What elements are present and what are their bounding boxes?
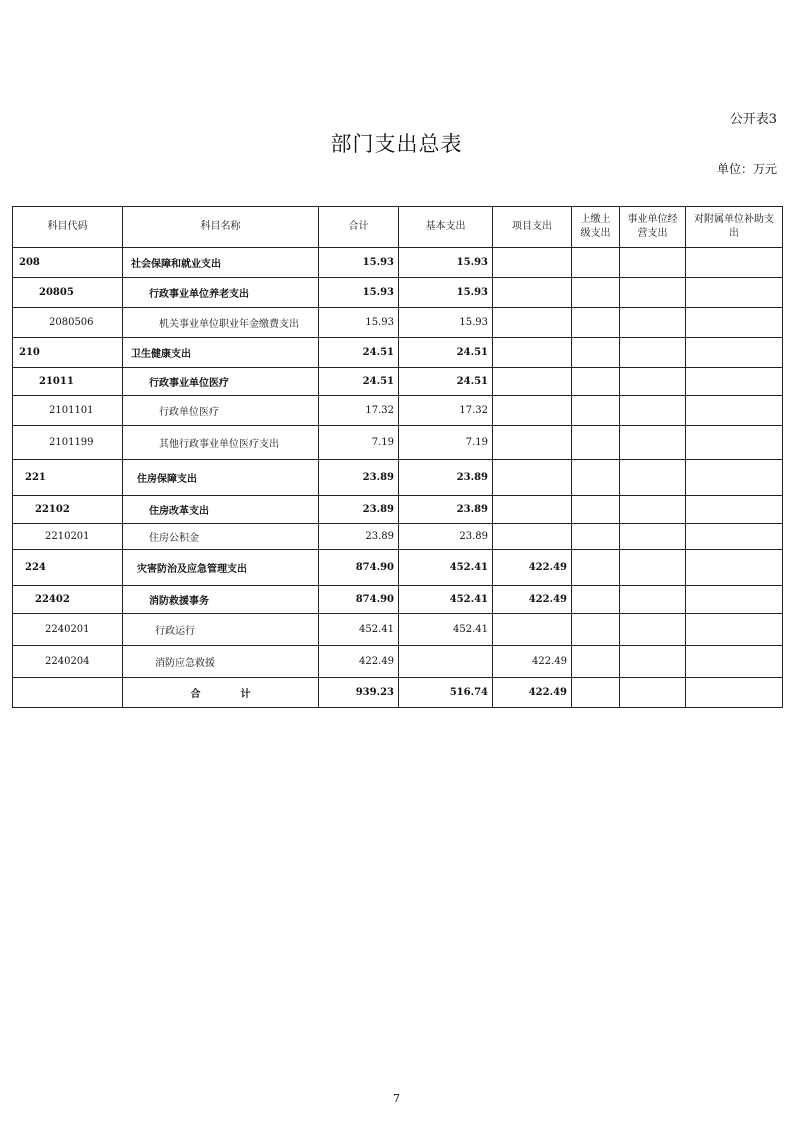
table-row: [13, 646, 783, 678]
row-total: 15.93: [319, 278, 399, 308]
row-project: [493, 248, 572, 278]
header-name: 科目名称: [123, 207, 319, 248]
row-turnover: [572, 460, 620, 496]
row-name: 卫生健康支出: [123, 338, 319, 368]
table-row: [13, 426, 783, 460]
row-total: 23.89: [319, 460, 399, 496]
row-name: 消防应急救援: [123, 646, 319, 678]
row-project: [493, 308, 572, 338]
row-subsidy: [686, 308, 783, 338]
row-subsidy: [686, 248, 783, 278]
row-name: 灾害防治及应急管理支出: [123, 550, 319, 586]
table-row: [13, 614, 783, 646]
total-code-empty: [13, 678, 123, 708]
table-row: [13, 460, 783, 496]
row-subsidy: [686, 614, 783, 646]
row-total: 24.51: [319, 368, 399, 396]
table-row: [13, 396, 783, 426]
header-subsidy: 对附属单位补助支出: [686, 207, 783, 248]
header-project: 项目支出: [493, 207, 572, 248]
row-subsidy: [686, 278, 783, 308]
header-code: 科目代码: [13, 207, 123, 248]
row-project: [493, 524, 572, 550]
row-code: 2240204: [13, 646, 123, 678]
row-project: [493, 460, 572, 496]
row-subsidy: [686, 586, 783, 614]
row-code: 224: [13, 550, 123, 586]
total-label: 合 计: [123, 678, 319, 708]
row-basic: 452.41: [399, 586, 493, 614]
total-subsidy: [686, 678, 783, 708]
row-business: [620, 460, 686, 496]
row-total: 23.89: [319, 496, 399, 524]
row-total: 24.51: [319, 338, 399, 368]
row-business: [620, 308, 686, 338]
table-row: [13, 368, 783, 396]
row-turnover: [572, 308, 620, 338]
row-subsidy: [686, 368, 783, 396]
row-name: 消防救援事务: [123, 586, 319, 614]
row-subsidy: [686, 426, 783, 460]
row-business: [620, 586, 686, 614]
expenditure-table: [12, 206, 783, 708]
row-basic: 24.51: [399, 338, 493, 368]
row-basic: [399, 646, 493, 678]
row-name: 行政运行: [123, 614, 319, 646]
row-turnover: [572, 524, 620, 550]
row-basic: 452.41: [399, 550, 493, 586]
row-basic: 24.51: [399, 368, 493, 396]
row-project: [493, 496, 572, 524]
row-turnover: [572, 550, 620, 586]
row-basic: 23.89: [399, 460, 493, 496]
page-number: 7: [393, 1092, 400, 1105]
row-subsidy: [686, 460, 783, 496]
row-business: [620, 614, 686, 646]
row-subsidy: [686, 496, 783, 524]
row-business: [620, 496, 686, 524]
total-row: [13, 678, 783, 708]
row-subsidy: [686, 524, 783, 550]
row-subsidy: [686, 396, 783, 426]
row-code: 21011: [13, 368, 123, 396]
row-total: 452.41: [319, 614, 399, 646]
row-code: 22102: [13, 496, 123, 524]
row-code: 2101199: [13, 426, 123, 460]
row-total: 874.90: [319, 550, 399, 586]
row-basic: 15.93: [399, 308, 493, 338]
total-basic: 516.74: [399, 678, 493, 708]
row-total: 7.19: [319, 426, 399, 460]
row-business: [620, 550, 686, 586]
row-project: 422.49: [493, 586, 572, 614]
row-subsidy: [686, 338, 783, 368]
row-code: 221: [13, 460, 123, 496]
row-business: [620, 396, 686, 426]
row-basic: 7.19: [399, 426, 493, 460]
row-turnover: [572, 496, 620, 524]
row-name: 行政事业单位医疗: [123, 368, 319, 396]
row-code: 2101101: [13, 396, 123, 426]
row-name: 机关事业单位职业年金缴费支出: [123, 308, 319, 338]
unit-label: 单位：万元: [716, 162, 777, 176]
row-total: 15.93: [319, 248, 399, 278]
row-turnover: [572, 368, 620, 396]
table-row: [13, 338, 783, 368]
row-name: 社会保障和就业支出: [123, 248, 319, 278]
header-basic: 基本支出: [399, 207, 493, 248]
row-code: 2080506: [13, 308, 123, 338]
total-total: 939.23: [319, 678, 399, 708]
row-total: 23.89: [319, 524, 399, 550]
table-header-row: [13, 207, 783, 248]
row-project: [493, 396, 572, 426]
row-code: 20805: [13, 278, 123, 308]
row-code: 2210201: [13, 524, 123, 550]
row-turnover: [572, 614, 620, 646]
row-turnover: [572, 426, 620, 460]
row-project: 422.49: [493, 550, 572, 586]
row-subsidy: [686, 646, 783, 678]
table-row: [13, 550, 783, 586]
row-total: 17.32: [319, 396, 399, 426]
table-row: [13, 278, 783, 308]
table-row: [13, 586, 783, 614]
row-turnover: [572, 586, 620, 614]
row-name: 行政事业单位养老支出: [123, 278, 319, 308]
total-turnover: [572, 678, 620, 708]
row-business: [620, 524, 686, 550]
total-project: 422.49: [493, 678, 572, 708]
total-business: [620, 678, 686, 708]
row-basic: 15.93: [399, 248, 493, 278]
row-name: 行政单位医疗: [123, 396, 319, 426]
row-subsidy: [686, 550, 783, 586]
row-total: 422.49: [319, 646, 399, 678]
row-project: [493, 614, 572, 646]
row-name: 住房改革支出: [123, 496, 319, 524]
row-name: 住房公积金: [123, 524, 319, 550]
row-business: [620, 248, 686, 278]
row-turnover: [572, 248, 620, 278]
row-name: 其他行政事业单位医疗支出: [123, 426, 319, 460]
row-total: 15.93: [319, 308, 399, 338]
row-basic: 23.89: [399, 496, 493, 524]
row-business: [620, 426, 686, 460]
header-turnover: 上缴上级支出: [572, 207, 620, 248]
row-turnover: [572, 338, 620, 368]
row-project: [493, 368, 572, 396]
row-total: 874.90: [319, 586, 399, 614]
table-row: [13, 248, 783, 278]
row-turnover: [572, 278, 620, 308]
header-business: 事业单位经营支出: [620, 207, 686, 248]
table-number-label: 公开表3: [729, 112, 777, 127]
row-turnover: [572, 396, 620, 426]
table-row: [13, 496, 783, 524]
header-total: 合计: [319, 207, 399, 248]
row-business: [620, 646, 686, 678]
row-project: [493, 278, 572, 308]
row-name: 住房保障支出: [123, 460, 319, 496]
row-basic: 452.41: [399, 614, 493, 646]
row-business: [620, 278, 686, 308]
row-code: 2240201: [13, 614, 123, 646]
row-project: 422.49: [493, 646, 572, 678]
row-basic: 17.32: [399, 396, 493, 426]
row-basic: 15.93: [399, 278, 493, 308]
row-business: [620, 368, 686, 396]
row-turnover: [572, 646, 620, 678]
row-project: [493, 338, 572, 368]
row-code: 208: [13, 248, 123, 278]
row-business: [620, 338, 686, 368]
row-basic: 23.89: [399, 524, 493, 550]
table-row: [13, 524, 783, 550]
table-row: [13, 308, 783, 338]
row-code: 22402: [13, 586, 123, 614]
page-title: 部门支出总表: [330, 132, 463, 156]
row-project: [493, 426, 572, 460]
row-code: 210: [13, 338, 123, 368]
